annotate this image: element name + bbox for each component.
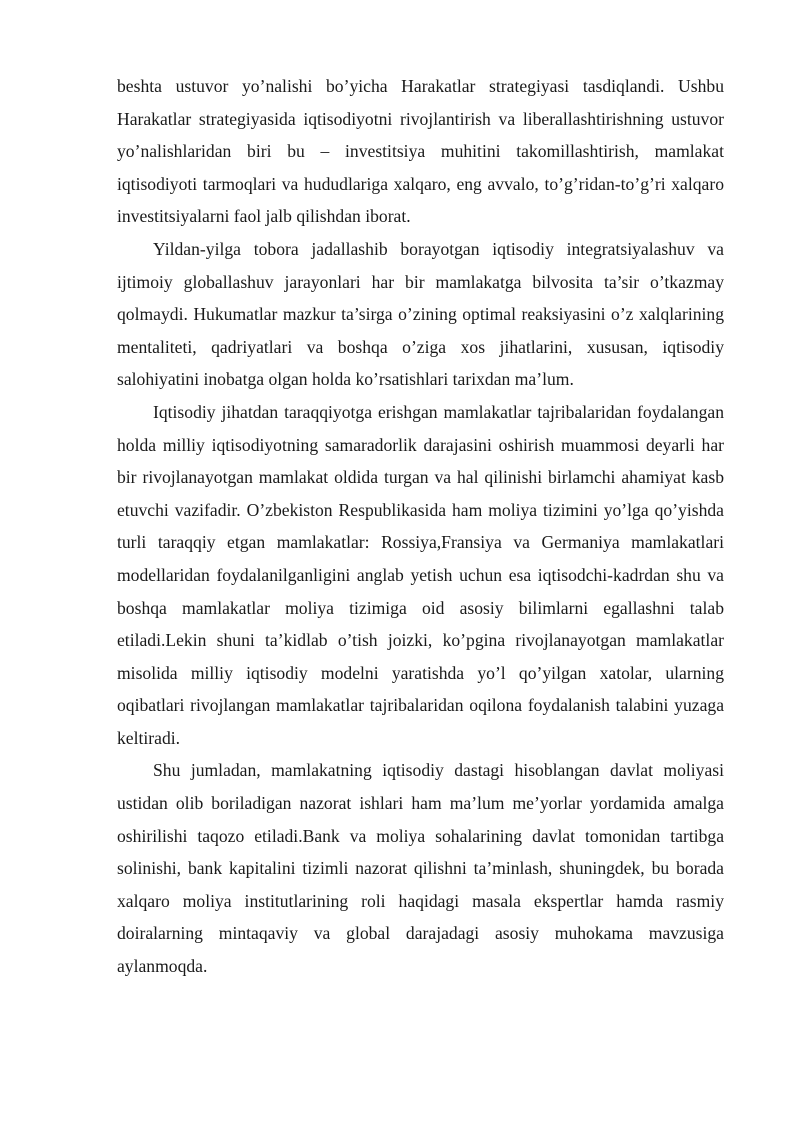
document-page xyxy=(117,70,724,983)
paragraph-3: Iqtisodiy jihatdan taraqqiyotga erishgan mamlakatlar tajribalaridan foydalangan holda milliy iqtisodiyotning samaradorlik darajasini oshirish muammosi deyarli har bir rivojlanayotgan mamlakat oldida turgan va hal qilinishi birlamchi ahamiyat kasb etuvchi vazifadir. O’zbekiston Respublikasida ham moliya tizimini yo’lga qo’yishda turli taraqqiy etgan mamlakatlar: Rossiya,Fransiya va Germaniya mamlakatlari modellaridan foydalanilganligini anglab yetish uchun esa iqtisodchi-kadrdan shu va boshqa mamlakatlar moliya tizimiga oid asosiy bilimlarni egallashni talab etiladi.Lekin shuni ta’kidlab o’tish joizki, ko’pgina rivojlanayotgan mamlakatlar misolida milliy iqtisodiy modelni yaratishda yo’l qo’yilgan xatolar, ularning oqibatlari rivojlangan mamlakatlar tajribalaridan oqilona foydalanish talabini yuzaga keltiradi. xyxy=(117,401,724,748)
paragraph-4: Shu jumladan, mamlakatning iqtisodiy dastagi hisoblangan davlat moliyasi ustidan olib boriladigan nazorat ishlari ham ma’lum me’yorlar yordamida amalga oshirilishi taqozo etiladi.Bank va moliya sohalarining davlat tomonidan tartibga solinishi, bank kapitalini tizimli nazorat qilishni ta’minlash, shuningdek, bu borada xalqaro moliya institutlarining roli haqidagi masala ekspertlar hamda rasmiy doiralarning mintaqaviy va global darajadagi asosiy muhokama mavzusiga aylanmoqda. xyxy=(117,760,724,977)
paragraph-1: beshta ustuvor yo’nalishi bo’yicha Harakatlar strategiyasi tasdiqlandi. Ushbu Harakatlar strategiyasida iqtisodiyotni rivojlantirish va liberallashtirishning ustuvor yo’nalishlaridan biri bu – investitsiya muhitini takomillashtirish, mamlakat iqtisodiyoti tarmoqlari va hududlariga xalqaro, eng avvalo, to’g’ridan-to’g’ri xalqaro investitsiyalarni faol jalb qilishdan iborat. xyxy=(117,76,724,227)
paragraph-2: Yildan-yilga tobora jadallashib borayotgan iqtisodiy integratsiyalashuv va ijtimoiy globallashuv jarayonlari har bir mamlakatga bilvosita ta’sir o’tkazmay qolmaydi. Hukumatlar mazkur ta’sirga o’zining optimal reaksiyasini o’z xalqlarining mentaliteti, qadriyatlari va boshqa o’ziga xos jihatlarini, xususan, iqtisodiy salohiyatini inobatga olgan holda ko’rsatishlari tarixdan ma’lum. xyxy=(117,238,724,390)
